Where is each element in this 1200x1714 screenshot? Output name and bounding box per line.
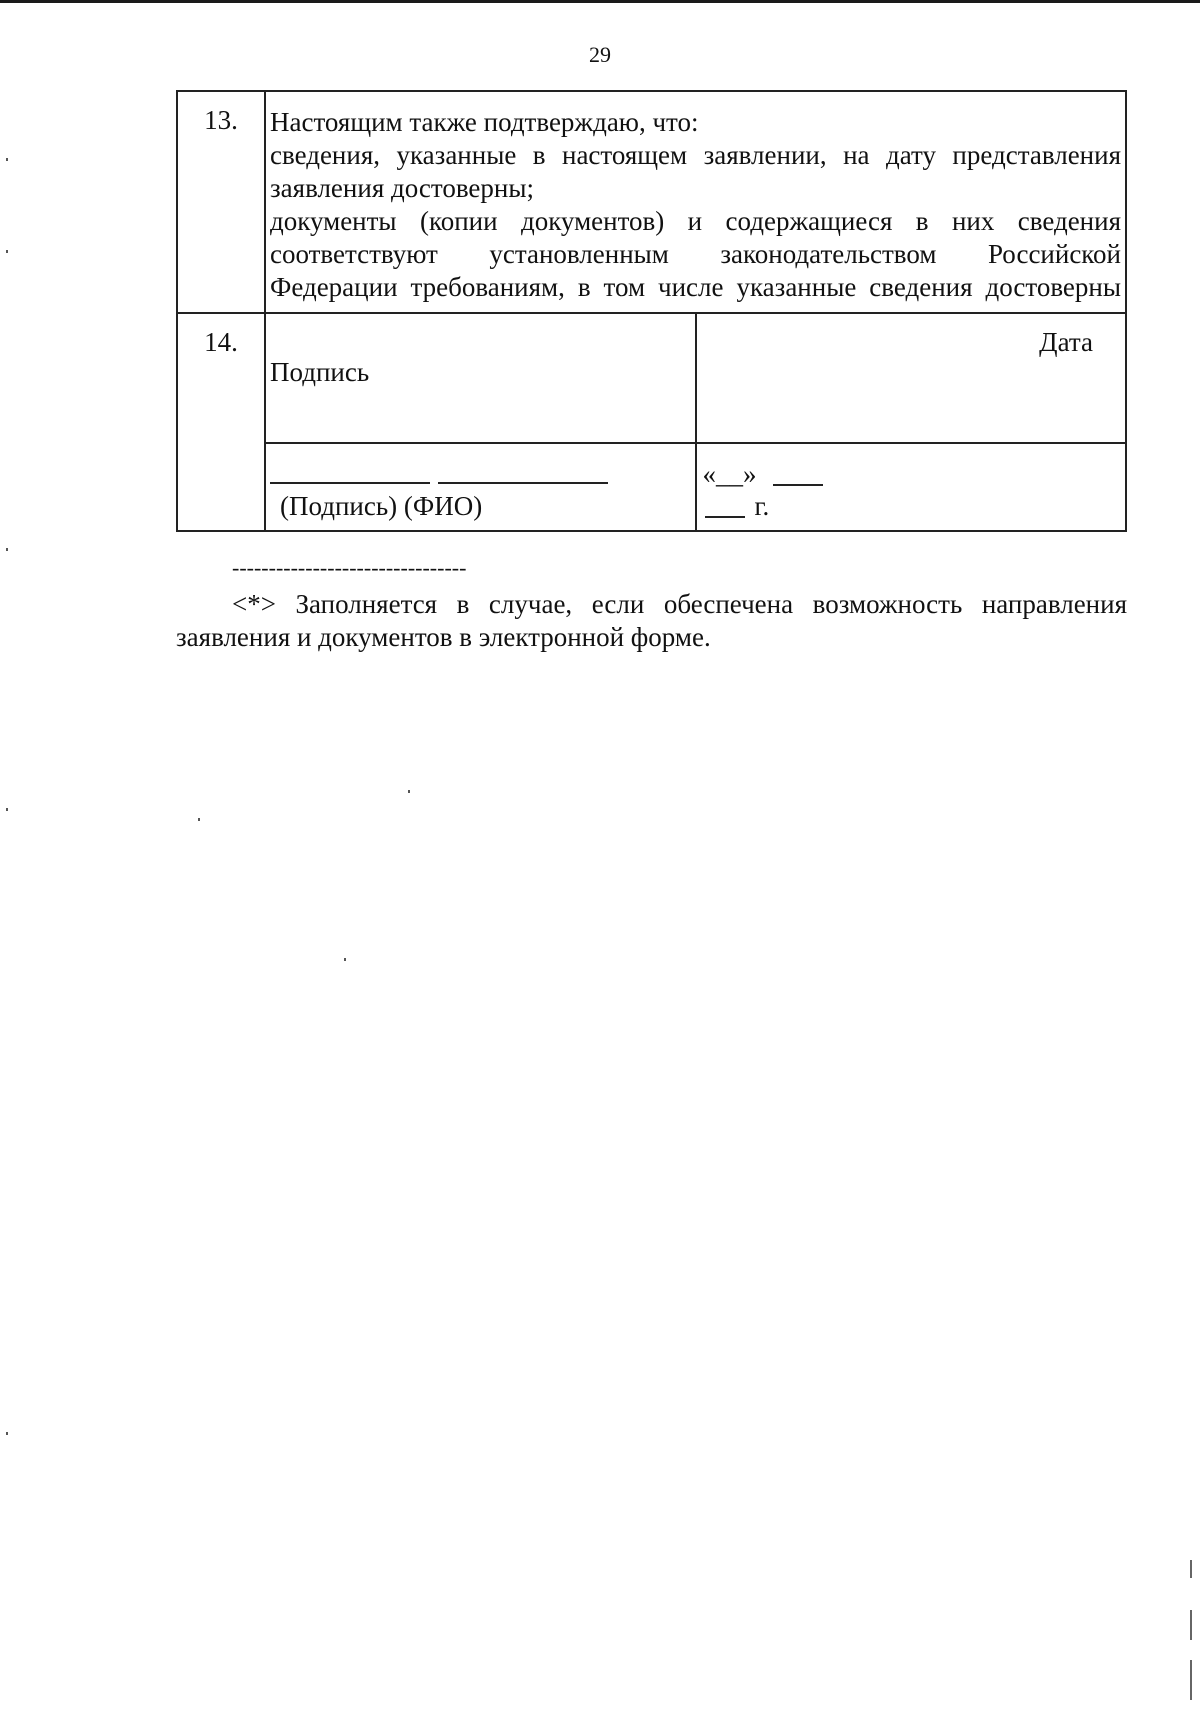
confirmation-line-6: Федерации требованиям, в том числе указанные сведения достоверны [270,272,1121,302]
date-year-blank-line[interactable] [705,516,745,518]
table-row-13 [177,91,1126,313]
year-suffix: г. [754,491,770,521]
top-border-line [0,0,1200,3]
table-row-14 [177,313,1126,443]
footnote-separator: -------------------------------- [232,555,467,580]
scan-speck [6,1432,8,1435]
scan-edge-mark [1190,1610,1192,1640]
scan-speck [6,250,8,253]
row-number-13: 13. [177,91,265,313]
row-number-14: 14. [177,313,265,531]
confirmation-line-4: документы (копии документов) и содержащиеся в них сведения [270,206,1121,236]
confirmation-line-3: заявления достоверны; [270,173,534,203]
confirmation-cell [265,91,1126,313]
scan-speck [6,158,8,161]
signature-fields-cell [265,443,696,531]
signature-fields-row [177,443,1126,531]
page-number: 29 [589,42,611,67]
date-fields-cell [696,443,1127,531]
scan-edge-mark [1190,1560,1192,1578]
footnote-text: <*> Заполняется в случае, если обеспечена возможность направления заявления и документов в электронной форме. [176,589,1127,652]
fio-blank-line[interactable] [438,482,608,484]
application-form-table [176,90,1127,532]
scan-speck [408,790,410,793]
confirmation-line-2: сведения, указанные в настоящем заявлении, на дату представления [270,140,1121,170]
scan-speck [198,818,200,821]
scan-speck [6,808,8,811]
date-month-blank-line[interactable] [773,484,823,486]
scan-edge-mark [1190,1660,1192,1700]
signature-label: Подпись [265,313,696,443]
signature-caption: (Подпись) (ФИО) [280,491,483,521]
scan-speck [344,958,346,961]
date-day-field[interactable]: «__» [702,459,757,489]
scan-speck [6,548,8,551]
confirmation-line-1: Настоящим также подтверждаю, что: [270,107,699,137]
signature-blank-line[interactable] [270,482,430,484]
confirmation-line-5: соответствуют установленным законодательством Российской [270,239,1121,269]
date-label: Дата [696,313,1127,443]
